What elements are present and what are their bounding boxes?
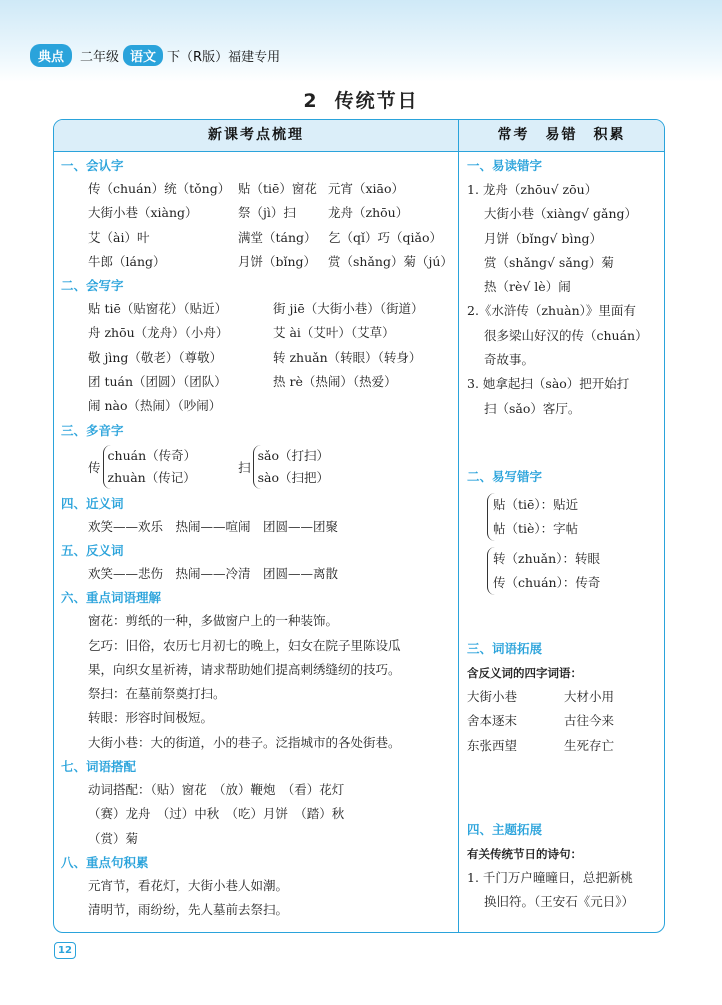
- definition-line: 果，向织女星祈祷，请求帮助她们提高刺绣缝纫的技巧。: [88, 661, 401, 677]
- list-item: 3. 她拿起扫（sào）把开始打: [467, 376, 630, 392]
- grade-label: 二年级: [80, 50, 120, 65]
- lesson-number: 2: [303, 90, 319, 112]
- antonym-line: 欢笑——悲伤 热闹——冷清 团圆——离散: [88, 565, 339, 581]
- lesson-title: [0, 86, 722, 113]
- page-number: 12: [54, 942, 76, 959]
- list-item: [88, 297, 458, 321]
- list-item: 1. 龙舟（zhōu√ zōu）: [467, 182, 598, 197]
- section-title: 二、会写字: [61, 278, 124, 294]
- definition-line: 大街小巷：大的街道，小的巷子。泛指城市的各处街巷。: [88, 734, 401, 750]
- idiom: 生死存亡: [564, 737, 615, 753]
- list-item: 热（rè√ lè）闹: [484, 279, 571, 295]
- word-cell: 街 jiē（大街小巷）（街道）: [273, 301, 424, 317]
- brace: [103, 445, 197, 489]
- word-cell: 月饼（bǐng）: [238, 253, 317, 269]
- word-cell: 热 rè（热闹）（热爱）: [273, 374, 397, 390]
- list-item: 传（chuán）：传奇: [493, 574, 601, 590]
- word-cell: 赏（shǎng）菊（jú）: [328, 253, 453, 269]
- section-title: 一、易读错字: [467, 158, 543, 173]
- definition-line: 转眼：形容时间极短。: [88, 710, 214, 726]
- word-cell: 龙舟（zhōu）: [328, 205, 409, 221]
- word-cell: 团 tuán（团圆）（团队）: [88, 374, 227, 390]
- list-item: 转（zhuǎn）：转眼: [493, 550, 600, 566]
- brace-group: [487, 493, 664, 541]
- list-item: 奇故事。: [484, 352, 535, 368]
- list-item: [88, 394, 458, 418]
- list-item: [88, 321, 458, 345]
- list-item: 贴（tiē）：贴近: [493, 496, 579, 512]
- right-column: [459, 120, 664, 932]
- section-title: 四、近义词: [61, 495, 124, 511]
- word-cell: 贴 tiē（贴窗花）（贴近）: [88, 301, 228, 317]
- synonym-line: 欢笑——欢乐 热闹——喧闹 团圆——团聚: [88, 518, 339, 534]
- reading: sào（扫把）: [257, 469, 330, 485]
- idiom: 大材小用: [564, 688, 615, 704]
- idiom: 东张西望: [467, 737, 518, 753]
- list-item: 扫（sǎo）客厅。: [484, 400, 581, 416]
- subject-badge: 语文: [123, 45, 163, 66]
- subheading: 含反义词的四字词语：: [467, 665, 582, 680]
- section-title: 八、重点句积累: [61, 854, 149, 870]
- book-header: [30, 44, 280, 67]
- brace: [253, 445, 329, 489]
- word-cell: 牛郎（láng）: [88, 253, 166, 269]
- word-cell: 满堂（táng）: [238, 229, 317, 245]
- collocation-line: 动词搭配：（贴）窗花 （放）鞭炮 （看）花灯: [88, 782, 345, 798]
- word-cell: 艾 ài（艾叶）（艾草）: [273, 325, 395, 341]
- collocation-line: （赏）菊: [88, 830, 139, 846]
- definition-line: 乞巧：旧俗，农历七月初七的晚上，妇女在院子里陈设瓜: [88, 637, 401, 653]
- reading: chuán（传奇）: [107, 447, 197, 463]
- subheading: 有关传统节日的诗句：: [467, 846, 582, 861]
- word-cell: 传（chuán）统（tǒng）: [88, 181, 231, 196]
- word-cell: 转 zhuǎn（转眼）（转身）: [273, 349, 422, 365]
- reading: zhuàn（传记）: [107, 469, 196, 485]
- list-item: 2.《水浒传（zhuàn）》里面有: [467, 303, 636, 319]
- list-item: [88, 177, 458, 201]
- list-item: 赏（shǎng√ sǎng）菊: [484, 254, 614, 270]
- polyphone-group: [88, 445, 196, 489]
- polyphone-row: [88, 442, 458, 492]
- content-frame: [53, 119, 665, 933]
- brand-logo: 典点: [30, 44, 72, 67]
- section-title: 六、重点词语理解: [61, 590, 162, 606]
- section-title: 二、易写错字: [467, 468, 543, 484]
- word-cell: 闹 nào（热闹）（吵闹）: [88, 398, 222, 414]
- section-title: 三、多音字: [61, 422, 124, 438]
- poem-line: 换旧符。（王安石《元日》）: [484, 894, 635, 910]
- poem-line: 1. 千门万户曈曈日，总把新桃: [467, 869, 633, 885]
- idiom: 大街小巷: [467, 688, 518, 704]
- list-item: [88, 226, 458, 250]
- word-cell: 舟 zhōu（龙舟）（小舟）: [88, 325, 229, 341]
- idiom: 古往今来: [564, 713, 615, 729]
- list-item: [88, 201, 458, 225]
- polyphone-char: 扫: [238, 459, 251, 475]
- brace-group: [487, 547, 664, 595]
- left-heading: 新课考点梳理: [54, 120, 458, 152]
- list-item: 帖（tiè）：字帖: [493, 520, 579, 536]
- section-title: 四、主题拓展: [467, 821, 543, 837]
- sentence-line: 元宵节，看花灯，大街小巷人如潮。: [88, 877, 289, 893]
- section-title: 一、会认字: [61, 158, 124, 173]
- polyphone-group: [238, 445, 329, 489]
- definition-line: 祭扫：在墓前祭奠打扫。: [88, 686, 226, 702]
- edition-label: 下（R版）福建专用: [167, 50, 281, 65]
- word-cell: 祭（jì）扫: [238, 205, 296, 221]
- sentence-line: 清明节，雨纷纷，先人墓前去祭扫。: [88, 902, 289, 918]
- list-item: [88, 346, 458, 370]
- list-item: [88, 250, 458, 274]
- section-title: 五、反义词: [61, 542, 124, 558]
- word-cell: 大街小巷（xiàng）: [88, 205, 198, 221]
- word-cell: 乞（qǐ）巧（qiǎo）: [328, 229, 442, 245]
- left-column: [54, 120, 459, 932]
- list-item: 月饼（bǐng√ bìng）: [484, 230, 603, 246]
- collocation-line: （赛）龙舟 （过）中秋 （吃）月饼 （踏）秋: [88, 806, 345, 822]
- word-cell: 元宵（xiāo）: [328, 181, 405, 196]
- polyphone-char: 传: [88, 459, 101, 475]
- idiom-grid: [467, 685, 664, 758]
- top-banner: [0, 0, 722, 82]
- idiom: 舍本逐末: [467, 713, 518, 729]
- lesson-name: 传统节日: [334, 90, 419, 112]
- right-heading: 常考 易错 积累: [459, 120, 664, 152]
- list-item: 大街小巷（xiàng√ gǎng）: [484, 206, 637, 222]
- section-title: 三、词语拓展: [467, 640, 543, 656]
- word-cell: 敬 jìng（敬老）（尊敬）: [88, 349, 223, 365]
- word-cell: 艾（ài）叶: [88, 229, 150, 245]
- list-item: [88, 370, 458, 394]
- definition-line: 窗花：剪纸的一种，多做窗户上的一种装饰。: [88, 613, 339, 629]
- reading: sǎo（打扫）: [257, 447, 330, 463]
- word-cell: 贴（tiē）窗花: [238, 181, 317, 196]
- list-item: 很多梁山好汉的传（chuán）: [484, 327, 648, 343]
- section-title: 七、词语搭配: [61, 759, 137, 775]
